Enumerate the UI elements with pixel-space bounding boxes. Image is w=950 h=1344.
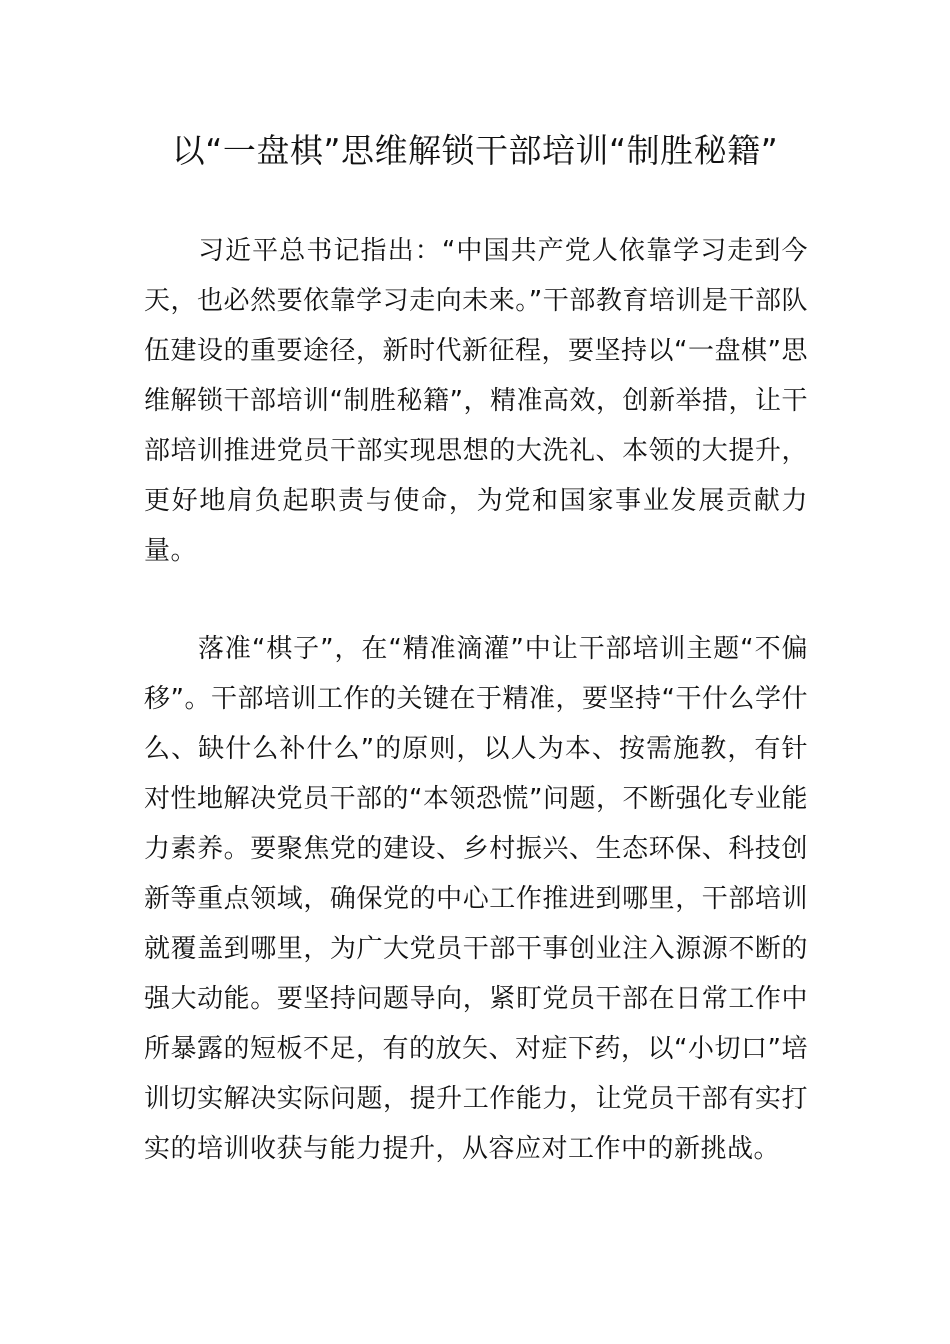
paragraph-intro: 习近平总书记指出：“中国共产党人依靠学习走到今天，也必然要依靠学习走向未来。”干部教育培训是干部队伍建设的重要途径，新时代新征程，要坚持以“一盘棋”思维解锁干部培训“制胜秘籍”，精准高效，创新举措，让干部培训推进党员干部实现思想的大洗礼、本领的大提升，更好地肩负起职责与使命，为党和国家事业发展贡献力量。 — [144, 236, 808, 566]
paragraph-section-1: 落准“棋子”，在“精准滴灌”中让干部培训主题“不偏移”。干部培训工作的关键在于精准，要坚持“干什么学什么、缺什么补什么”的原则，以人为本、按需施教，有针对性地解决党员干部的“本领恐慌”问题，不断强化专业能力素养。要聚焦党的建设、乡村振兴、生态环保、科技创新等重点领域，确保党的中心工作推进到哪里，干部培训就覆盖到哪里，为广大党员干部干事创业注入源源不断的强大动能。要坚持问题导向，紧盯党员干部在日常工作中所暴露的短板不足，有的放矢、对症下药，以“小切口”培训切实解决实际问题，提升工作能力，让党员干部有实打实的培训收获与能力提升，从容应对工作中的新挑战。 — [144, 634, 808, 1164]
document-title: 以“一盘棋”思维解锁干部培训“制胜秘籍” — [171, 131, 779, 170]
